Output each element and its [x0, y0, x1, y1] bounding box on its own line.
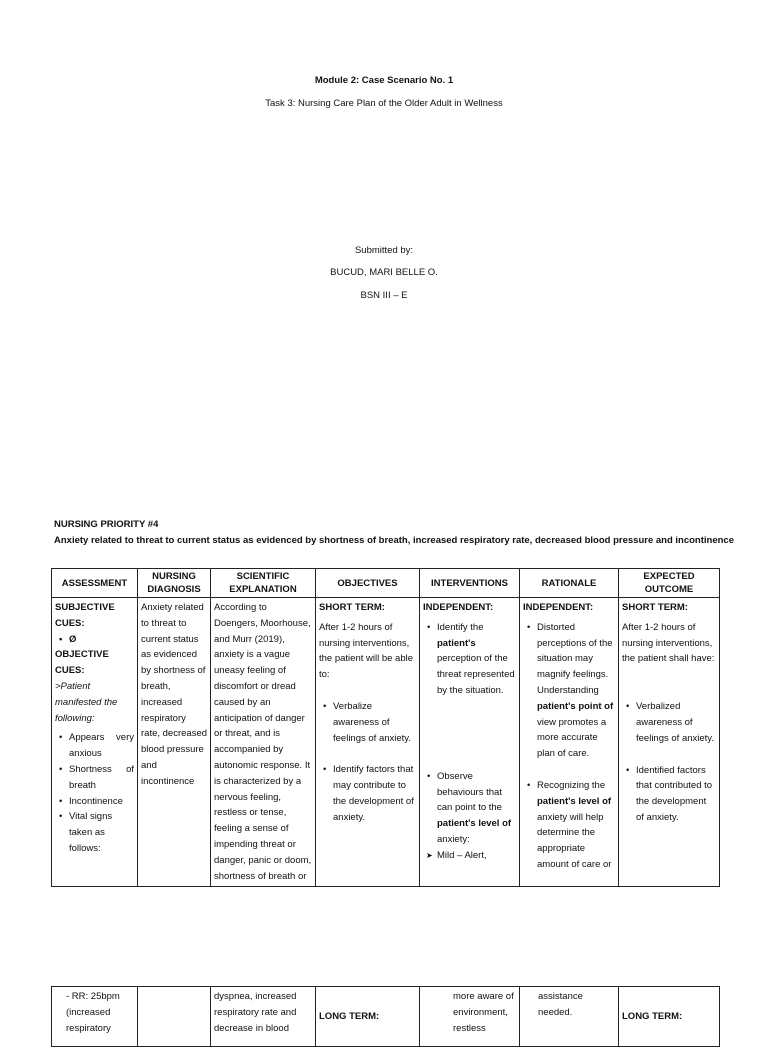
long-term-label: LONG TERM: — [319, 1011, 380, 1022]
outcome-cell — [619, 598, 720, 887]
submitted-by-label: Submitted by: — [354, 245, 414, 256]
subjective-label: SUBJECTIVE CUES: — [55, 602, 115, 629]
assessment-cell — [52, 598, 138, 887]
rationale-text: Distorted perceptions of the situation may magnify feelings. Understanding — [537, 621, 613, 696]
objective-goal: • Identify factors that may contribute to the development of anxiety. — [333, 762, 416, 825]
interventions-cell — [420, 598, 520, 887]
header-rationale: RATIONALE — [520, 569, 619, 598]
objective-label: OBJECTIVE CUES: — [55, 649, 109, 677]
intervention-emphasis: patient's — [437, 637, 476, 649]
rationale-item — [537, 620, 615, 762]
intervention-emphasis: patient's level of — [437, 818, 512, 830]
header-expected-outcome: EXPECTED OUTCOME — [619, 569, 720, 598]
rationale-emphasis: patient's level of — [537, 795, 612, 807]
explanation-continued-cell: dyspnea, increased respiratory rate and decrease in blood — [211, 987, 316, 1047]
rationale-item — [537, 778, 615, 873]
table-row — [52, 598, 720, 887]
table-row — [52, 987, 720, 1047]
intervention-text: perception of the threat represented by the situation. — [437, 653, 515, 696]
intervention-text: Observe behaviours that can point to the — [437, 770, 502, 814]
student-name: BUCUD, MARI BELLE O. — [330, 267, 438, 278]
assessment-continued-cell: - RR: 25bpm (increased respiratory — [52, 987, 138, 1047]
intervention-text: anxiety: — [437, 833, 470, 845]
objective-item: • Incontinence — [69, 794, 134, 810]
objective-item: • Vital signs taken as follows: — [69, 809, 134, 856]
diagnosis-cell: Anxiety related to threat to current status as evidenced by shortness of breath, increased respiratory rate, decreased blood pressure and incontinence — [138, 598, 211, 887]
explanation-cell: According to Doengers, Moorhouse, and Murr (2019), anxiety is a vague uneasy feeling of discomfort or dread caused by an anticipation of danger or threat, and is accompanied by autonomic response. It is characterized by a nervous feeling, restless or tense, feeling a sense of impending threat or danger, panic or doom, shortness of breath or — [211, 598, 316, 887]
outcome-item: • Identified factors that contributed to the development of anxiety. — [636, 763, 716, 826]
interventions-label: INDEPENDENT: — [423, 602, 494, 613]
outcome-short-term-label: SHORT TERM: — [622, 602, 688, 613]
diagnosis-continued-cell — [138, 987, 211, 1047]
subjective-item: • Ø — [69, 632, 134, 648]
short-term-label: SHORT TERM: — [319, 602, 385, 613]
outcome-item: • Verbalized awareness of feelings of anxiety. — [636, 699, 716, 746]
priority-label: NURSING PRIORITY #4 — [54, 519, 159, 530]
header-objectives: OBJECTIVES — [316, 569, 420, 598]
short-term-intro: After 1-2 hours of nursing interventions, the patient will be able to: — [319, 621, 414, 681]
outcome-short-term-intro: After 1-2 hours of nursing interventions, the patient shall have: — [622, 621, 715, 665]
intervention-text: Identify the — [437, 621, 484, 633]
header-assessment: ASSESSMENT — [52, 569, 138, 598]
document-title: Module 2: Case Scenario No. 1 — [314, 75, 454, 86]
priority-statement: Anxiety related to threat to current status as evidenced by shortness of breath, increased respiratory rate, decreased blood pressure and incontinence — [54, 535, 734, 546]
outcome-continued-cell — [619, 987, 720, 1047]
header-nursing-diagnosis: NURSING DIAGNOSIS — [138, 569, 211, 598]
interventions-continued-cell: more aware of environment, restless — [420, 987, 520, 1047]
student-section: BSN III – E — [360, 290, 408, 301]
rationale-emphasis: patient's point of — [537, 700, 614, 712]
care-plan-table-continued — [51, 986, 720, 1047]
outcome-long-term-label: LONG TERM: — [622, 1011, 683, 1022]
objectives-continued-cell — [316, 987, 420, 1047]
objective-item: • Shortness of breath — [69, 762, 134, 794]
objective-intro: >Patient manifested the following: — [55, 680, 118, 724]
rationale-text: anxiety will help determine the appropriate amount of care or — [537, 811, 612, 870]
rationale-text: view promotes a more accurate plan of care. — [537, 716, 607, 760]
rationale-text: Recognizing the — [537, 779, 606, 791]
objectives-cell — [316, 598, 420, 887]
document-subtitle: Task 3: Nursing Care Plan of the Older Adult in Wellness — [265, 98, 503, 109]
table-header-row — [52, 569, 720, 598]
header-scientific-explanation: SCIENTIFIC EXPLANATION — [211, 569, 316, 598]
rationale-continued-cell: assistance needed. — [520, 987, 619, 1047]
rationale-cell — [520, 598, 619, 887]
objective-item: • Appears very anxious — [69, 730, 134, 762]
objective-goal: • Verbalize awareness of feelings of anxiety. — [333, 699, 416, 746]
intervention-item — [437, 620, 516, 699]
care-plan-table — [51, 568, 720, 887]
rationale-label: INDEPENDENT: — [523, 602, 594, 613]
intervention-subitem: ➤ Mild – Alert, — [437, 848, 516, 864]
header-interventions: INTERVENTIONS — [420, 569, 520, 598]
intervention-item — [437, 769, 516, 848]
